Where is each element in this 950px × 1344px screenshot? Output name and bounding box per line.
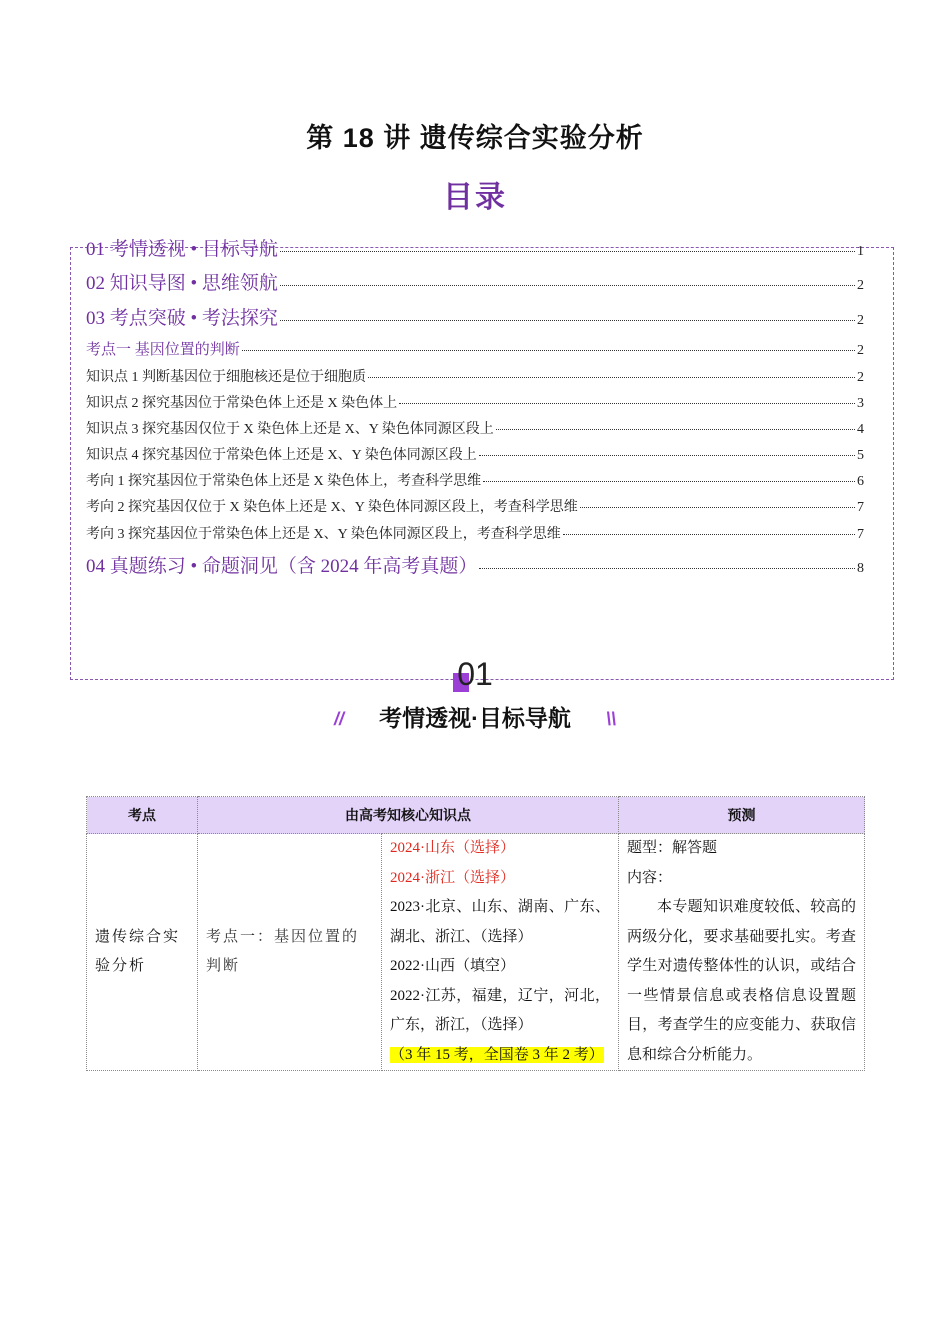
exam-analysis-table [86,796,865,1071]
toc-entry[interactable] [86,496,864,516]
toc-entry[interactable] [86,551,864,578]
toc-page-number: 2 [857,313,864,328]
table-header-row [87,797,865,834]
toc-page-number: 4 [857,422,864,437]
exam-item: 2024·浙江（选择） [390,869,515,886]
toc-entry[interactable] [86,234,864,261]
section-title-text: 考情透视·目标导航 [379,705,571,731]
table-row [87,834,865,1071]
toc-entry-label: 04 真题练习 • 命题洞见（含 2024 年高考真题） [86,556,478,577]
toc-entry[interactable] [86,392,864,412]
toc-page-number: 3 [857,396,864,411]
left-slash-decoration: // [334,709,345,729]
toc-leader-dots [563,533,855,535]
cell-knowledge-point: 考点一：基因位置的判断 [198,834,382,1071]
forecast-content-label: 内容： [627,869,673,886]
toc-entry[interactable] [86,338,864,359]
forecast-body: 本专题知识难度较低、较高的两级分化，要求基础要扎实。考查学生对遗传整体性的认识，或结合一些情景信息或表格信息设置题目，考查学生的应变能力、获取信息和综合分析能力。 [627,899,856,1063]
toc-entry-label: 03 考点突破 • 考法探究 [86,308,278,329]
toc-page-number: 8 [857,561,864,576]
toc-entry[interactable] [86,470,864,490]
exam-item: 2023·北京、山东、湖南、广东、湖北、浙江、（选择） [390,899,610,945]
exam-item: 2024·山东（选择） [390,840,515,856]
toc-page-number: 2 [857,278,864,293]
header-core-knowledge: 由高考知核心知识点 [198,797,619,834]
toc-entry-label: 考向 2 探究基因仅位于 X 染色体上还是 X、Y 染色体同源区段上，考查科学思维 [86,500,578,515]
toc-leader-dots [479,567,855,569]
toc-leader-dots [399,402,855,404]
lesson-title: 第 18 讲 遗传综合实验分析 [306,123,644,153]
section-title [371,700,579,733]
toc-leader-dots [280,250,855,252]
forecast-type: 题型：解答题 [627,840,718,856]
toc-page-number: 7 [857,527,864,542]
toc-leader-dots [280,284,855,286]
exam-item: 2022·山西（填空） [390,958,515,974]
toc-leader-dots [580,506,855,508]
toc-leader-dots [496,428,855,430]
toc-leader-dots [483,480,855,482]
toc-page-number: 7 [857,500,864,515]
toc-entry-label: 考向 1 探究基因位于常染色体上还是 X 染色体上，考查科学思维 [86,474,482,489]
section-number: 01 [457,656,493,692]
header-topic: 考点 [87,797,198,834]
toc-leader-dots [368,376,855,378]
exam-item: 2022·江苏，福建，辽宁，河北，广东，浙江，（选择） [390,987,610,1033]
toc-entry-label: 知识点 2 探究基因位于常染色体上还是 X 染色体上 [86,396,398,411]
toc-page-number: 5 [857,448,864,463]
cell-exam-list [382,834,619,1071]
exam-summary-highlight: （3 年 15 考，全国卷 3 年 2 考） [390,1046,604,1063]
cell-topic: 遗传综合实验分析 [87,834,198,1071]
toc-page-number: 6 [857,474,864,489]
toc-entry[interactable] [86,418,864,438]
toc-entry[interactable] [86,366,864,386]
section-banner [0,700,950,733]
toc-entry-label: 02 知识导图 • 思维领航 [86,273,278,294]
cell-forecast [619,834,865,1071]
toc-page-number: 2 [857,343,864,358]
toc-entry-label: 考点一 基因位置的判断 [86,342,240,358]
toc-entry[interactable] [86,444,864,464]
toc-heading: 目录 [443,181,507,214]
toc-entry-label: 知识点 1 判断基因位于细胞核还是位于细胞质 [86,370,366,385]
toc-entry-label: 知识点 3 探究基因仅位于 X 染色体上还是 X、Y 染色体同源区段上 [86,422,494,437]
header-forecast: 预测 [619,797,865,834]
toc-entry[interactable] [86,303,864,330]
toc-entry-label: 知识点 4 探究基因位于常染色体上还是 X、Y 染色体同源区段上 [86,448,477,463]
toc-entry[interactable] [86,268,864,295]
toc-leader-dots [479,454,855,456]
toc-entry-label: 考向 3 探究基因位于常染色体上还是 X、Y 染色体同源区段上，考查科学思维 [86,527,561,542]
toc-page-number: 1 [857,244,864,259]
toc-leader-dots [280,319,855,321]
toc-page-number: 2 [857,370,864,385]
right-slash-decoration: \\ [606,709,617,729]
toc-entry-label: 01 考情透视 • 目标导航 [86,239,278,260]
toc-leader-dots [242,349,855,351]
toc-entry[interactable] [86,523,864,543]
